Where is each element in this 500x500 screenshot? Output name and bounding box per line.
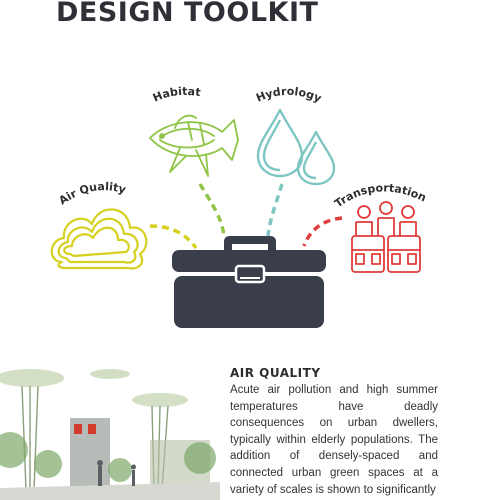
label-transportation: Transportation xyxy=(332,181,429,211)
label-air-quality: Air Quality xyxy=(56,180,128,208)
connector-transportation xyxy=(304,218,342,246)
section-body-text: Acute air pollution and high summer temperatures have deadly consequences on urban dwellers, typically within elderly populations. The addition of densely-spaced and connected urban green spaces at a variety of scales is shown to significantly xyxy=(230,384,438,496)
label-habitat: Habitat xyxy=(150,84,202,105)
cloud-icon xyxy=(52,209,147,268)
connector-hydrology xyxy=(268,184,282,236)
toolbox-icon xyxy=(172,236,326,328)
connector-air-quality xyxy=(150,226,196,248)
page-title: DESIGN TOOLKIT xyxy=(56,0,319,28)
fish-icon xyxy=(150,116,238,176)
urban-park-sketch xyxy=(0,360,220,500)
water-drops-icon xyxy=(258,110,334,184)
connector-habitat xyxy=(200,184,224,236)
label-hydrology: Hydrology xyxy=(254,84,324,106)
section-heading: AIR QUALITY xyxy=(230,366,321,380)
people-bus-icon xyxy=(352,202,420,272)
